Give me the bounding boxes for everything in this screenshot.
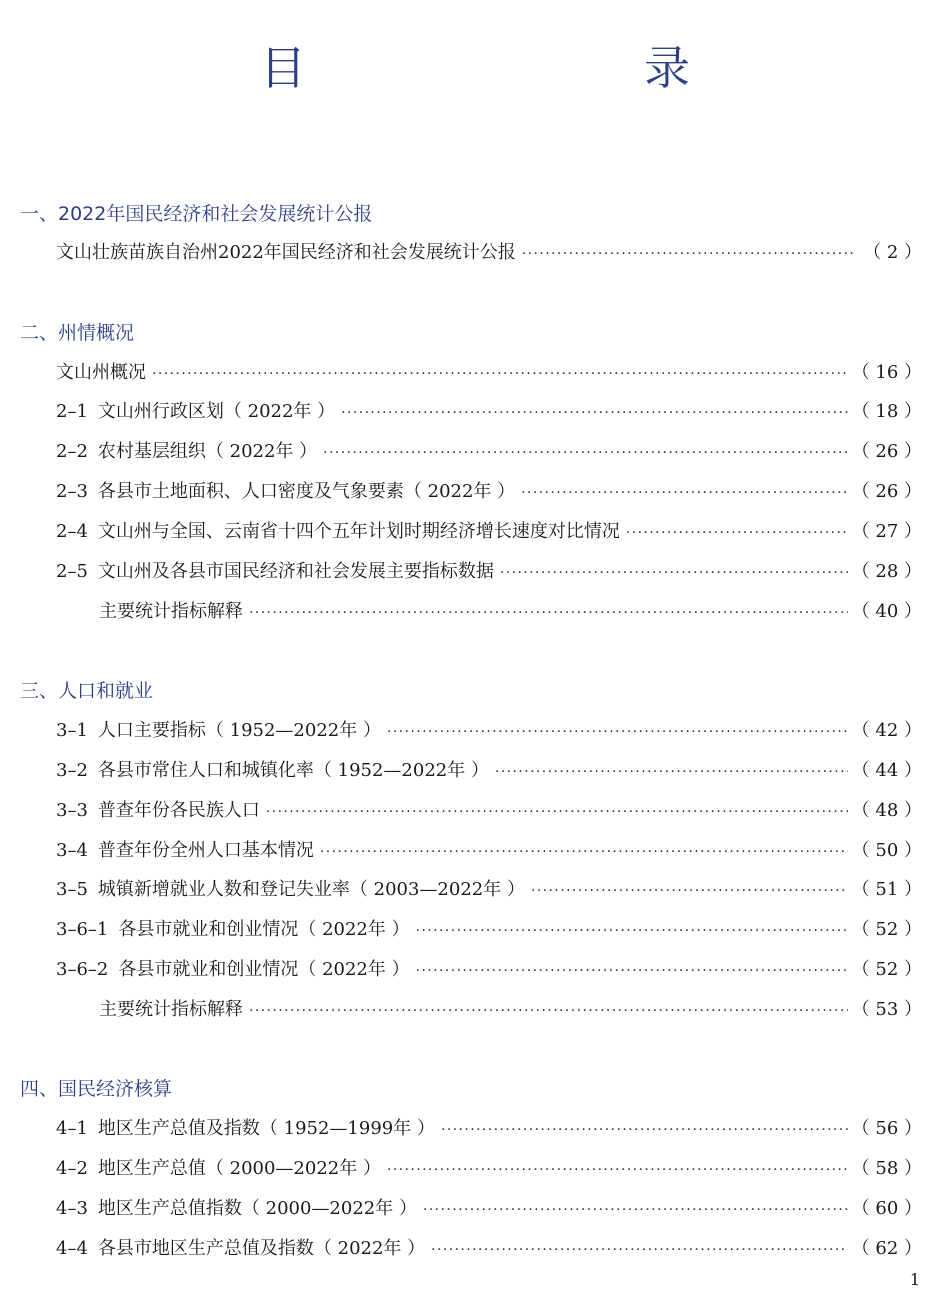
toc-entry-page: （ 48 ）	[851, 800, 922, 821]
toc-entry-label: 普查年份各民族人口	[97, 800, 260, 821]
toc-entry-code: 3–6–2	[56, 959, 109, 980]
leader-dots	[522, 239, 854, 267]
toc-entry[interactable]	[56, 518, 922, 546]
leader-dots	[626, 518, 848, 546]
toc-entry-page: （ 18 ）	[851, 401, 922, 422]
leader-dots	[521, 478, 847, 506]
toc-entry-page: （ 56 ）	[851, 1118, 922, 1139]
toc-entry-label: 地区生产总值（ 2000—2022年 ）	[97, 1158, 381, 1179]
toc-entry-page: （ 60 ）	[851, 1198, 922, 1219]
page-title: 目 录	[260, 41, 772, 95]
toc-entry-code: 2–3	[56, 481, 88, 502]
toc-entry-page: （ 44 ）	[851, 760, 922, 781]
toc-entry[interactable]	[56, 398, 922, 426]
toc-entry[interactable]	[56, 558, 922, 586]
toc-entry-code: 3–3	[56, 800, 88, 821]
toc-entry-code: 3–5	[56, 879, 88, 900]
leader-dots	[423, 1195, 848, 1223]
toc-entry[interactable]	[56, 478, 922, 506]
toc-entry-page: （ 26 ）	[851, 441, 922, 462]
toc-entry-code: 3–2	[56, 760, 88, 781]
page-number: 1	[909, 1270, 920, 1289]
leader-dots	[387, 1155, 848, 1183]
toc-entry-code: 3–1	[56, 720, 88, 741]
section-heading-4: 四、国民经济核算	[20, 1078, 173, 1100]
toc-entry-code: 2–5	[56, 561, 88, 582]
toc-entry-code: 2–2	[56, 441, 88, 462]
toc-entry[interactable]	[56, 438, 922, 466]
toc-entry[interactable]	[56, 916, 922, 944]
toc-entry-label: 文山州概况	[56, 362, 146, 383]
toc-entry[interactable]	[56, 956, 922, 984]
leader-dots	[387, 717, 848, 745]
leader-dots	[495, 757, 848, 785]
toc-entry-label: 农村基层组织（ 2022年 ）	[97, 441, 318, 462]
toc-entry-label: 文山州与全国、云南省十四个五年计划时期经济增长速度对比情况	[97, 521, 620, 542]
toc-entry-page: （ 58 ）	[851, 1158, 922, 1179]
leader-dots	[323, 438, 847, 466]
toc-entry-page: （ 2 ）	[863, 242, 922, 263]
leader-dots	[249, 598, 848, 626]
leader-dots	[341, 398, 847, 426]
toc-entry-page: （ 52 ）	[851, 919, 922, 940]
leader-dots	[431, 1235, 847, 1263]
toc-entry-label: 城镇新增就业人数和登记失业率（ 2003—2022年 ）	[97, 879, 525, 900]
toc-entry[interactable]	[56, 1235, 922, 1263]
toc-entry-page: （ 28 ）	[851, 561, 922, 582]
toc-entry-code: 2–4	[56, 521, 88, 542]
toc-entry-code: 4–3	[56, 1198, 88, 1219]
toc-entry-label: 地区生产总值及指数（ 1952—1999年 ）	[97, 1118, 435, 1139]
leader-dots	[531, 876, 848, 904]
section-heading-2: 二、州情概况	[20, 322, 135, 344]
toc-entry-label: 地区生产总值指数（ 2000—2022年 ）	[97, 1198, 417, 1219]
toc-entry-page: （ 27 ）	[851, 521, 922, 542]
toc-entry-label: 主要统计指标解释	[99, 999, 243, 1020]
toc-entry-page: （ 40 ）	[851, 601, 922, 622]
toc-entry-label: 文山壮族苗族自治州2022年国民经济和社会发展统计公报	[56, 242, 516, 263]
leader-dots	[441, 1115, 848, 1143]
leader-dots	[500, 558, 848, 586]
toc-entry[interactable]	[56, 757, 922, 785]
toc-entry-code: 4–2	[56, 1158, 88, 1179]
toc-entry-code: 4–1	[56, 1118, 88, 1139]
toc-entry[interactable]	[56, 837, 922, 865]
toc-entry-page: （ 26 ）	[851, 481, 922, 502]
leader-dots	[249, 996, 848, 1024]
toc-entry-label: 各县市就业和创业情况（ 2022年 ）	[118, 919, 410, 940]
toc-entry[interactable]	[56, 1155, 922, 1183]
toc-entry[interactable]	[99, 996, 922, 1024]
toc-entry-page: （ 16 ）	[851, 362, 922, 383]
toc-entry[interactable]	[56, 1115, 922, 1143]
toc-entry-page: （ 53 ）	[851, 999, 922, 1020]
toc-entry[interactable]	[56, 797, 922, 825]
leader-dots	[266, 797, 848, 825]
toc-entry-page: （ 52 ）	[851, 959, 922, 980]
toc-entry-page: （ 50 ）	[851, 840, 922, 861]
toc-entry-label: 主要统计指标解释	[99, 601, 243, 622]
toc-entry-code: 3–4	[56, 840, 88, 861]
section-heading-3: 三、人口和就业	[20, 680, 154, 702]
leader-dots	[152, 359, 848, 387]
toc-entry-code: 4–4	[56, 1238, 88, 1259]
toc-entry-label: 普查年份全州人口基本情况	[97, 840, 314, 861]
toc-entry-code: 2–1	[56, 401, 88, 422]
toc-entry-page: （ 51 ）	[851, 879, 922, 900]
leader-dots	[320, 837, 848, 865]
toc-entry-code: 3–6–1	[56, 919, 109, 940]
toc-entry-label: 文山州及各县市国民经济和社会发展主要指标数据	[97, 561, 494, 582]
toc-entry[interactable]	[56, 239, 922, 267]
toc-entry[interactable]	[56, 359, 922, 387]
leader-dots	[416, 956, 848, 984]
toc-entry-page: （ 62 ）	[851, 1238, 922, 1259]
toc-entry[interactable]	[56, 717, 922, 745]
toc-entry-label: 各县市就业和创业情况（ 2022年 ）	[118, 959, 410, 980]
toc-entry-label: 各县市土地面积、人口密度及气象要素（ 2022年 ）	[97, 481, 516, 502]
leader-dots	[416, 916, 848, 944]
toc-entry[interactable]	[56, 876, 922, 904]
toc-entry-page: （ 42 ）	[851, 720, 922, 741]
toc-entry-label: 各县市地区生产总值及指数（ 2022年 ）	[97, 1238, 426, 1259]
toc-entry-label: 人口主要指标（ 1952—2022年 ）	[97, 720, 381, 741]
toc-entry[interactable]	[99, 598, 922, 626]
section-heading-1: 一、2022年国民经济和社会发展统计公报	[20, 203, 373, 225]
toc-entry[interactable]	[56, 1195, 922, 1223]
toc-entry-label: 文山州行政区划（ 2022年 ）	[97, 401, 336, 422]
toc-entry-label: 各县市常住人口和城镇化率（ 1952—2022年 ）	[97, 760, 489, 781]
